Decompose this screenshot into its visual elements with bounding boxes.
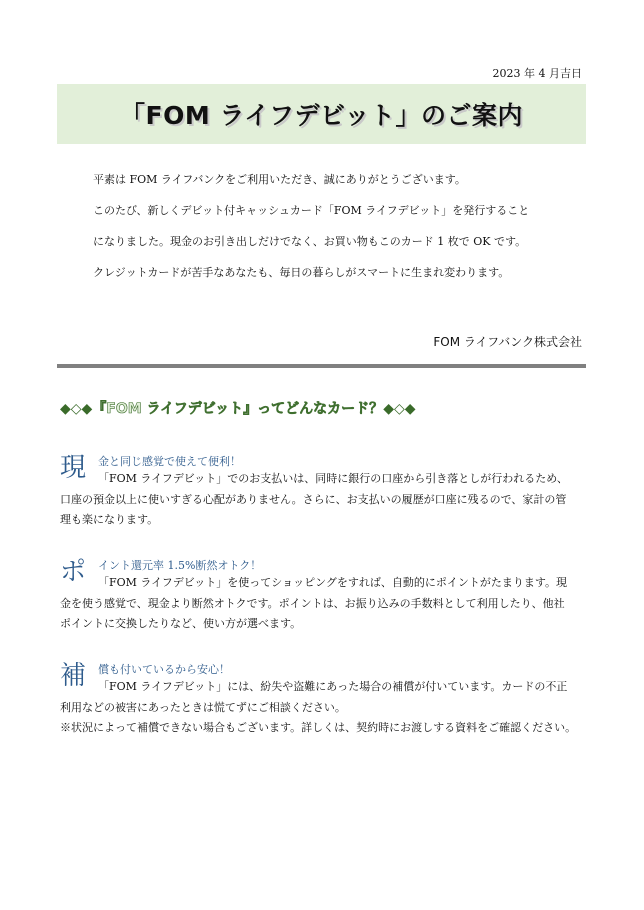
section-heading-text: 『FOM ライフデビット』ってどんなカード？ xyxy=(92,401,384,417)
feature-line: 「FOM ライフデビット」には、紛失や盗難にあった場合の補償が付いています。カードの不正 xyxy=(98,680,568,693)
drop-cap: ポ xyxy=(60,557,87,587)
company-name: FOM ライフバンク株式会社 xyxy=(433,335,582,349)
feature-title: イント還元率 1.5%断然オトク！ xyxy=(98,559,262,572)
intro-line: になりました。現金のお引き出しだけでなく、お買い物もこのカード 1 枚で OK です。 xyxy=(93,235,527,248)
divider-rule xyxy=(57,364,586,368)
feature-line: ポイントに交換したりなど、使い方が選べます。 xyxy=(60,617,302,630)
feature-body xyxy=(60,573,586,635)
document-title: 「FOM ライフデビット」のご案内 xyxy=(120,101,523,130)
feature-line: 「FOM ライフデビット」を使ってショッピングをすれば、自動的にポイントがたまります。現 xyxy=(98,576,567,589)
feature-line: 理も楽になります。 xyxy=(60,513,159,526)
intro-line: 平素は FOM ライフバンクをご利用いただき、誠にありがとうございます。 xyxy=(93,173,466,186)
section-heading xyxy=(60,398,416,418)
diamond-ornament-right: ◆◇◆ xyxy=(383,401,416,417)
intro-line: このたび、新しくデビット付キャッシュカード「FOM ライフデビット」を発行すること xyxy=(93,204,530,217)
intro-line: クレジットカードが苦手なあなたも、毎日の暮らしがスマートに生まれ変わります。 xyxy=(93,266,510,279)
feature-title: 償も付いているから安心！ xyxy=(98,663,230,676)
feature-line: 利用などの被害にあったときは慌てずにご相談ください。 xyxy=(60,700,346,714)
feature-body xyxy=(60,469,586,531)
feature-line: ※状況によって補償できない場合もございます。詳しくは、契約時にお渡しする資料をご確認ください。 xyxy=(60,721,577,734)
feature-title: 金と同じ感覚で使えて便利！ xyxy=(98,455,241,468)
feature-line: 金を使う感覚で、現金より断然オトクです。ポイントは、お振り込みの手数料として利用したり、他社 xyxy=(60,596,565,610)
drop-cap: 現 xyxy=(60,453,87,483)
diamond-ornament-left: ◆◇◆ xyxy=(60,401,93,417)
feature-line: 口座の預金以上に使いすぎる心配がありません。さらに、お支払いの履歴が口座に残るので、家計の管 xyxy=(60,492,567,506)
document-date: 2023 年 4 月吉日 xyxy=(492,67,582,80)
drop-cap: 補 xyxy=(60,661,87,691)
feature-line: 「FOM ライフデビット」でのお支払いは、同時に銀行の口座から引き落としが行われるため、 xyxy=(98,472,568,485)
intro-paragraph xyxy=(93,172,563,296)
title-banner xyxy=(57,84,586,144)
feature-body xyxy=(60,677,586,739)
